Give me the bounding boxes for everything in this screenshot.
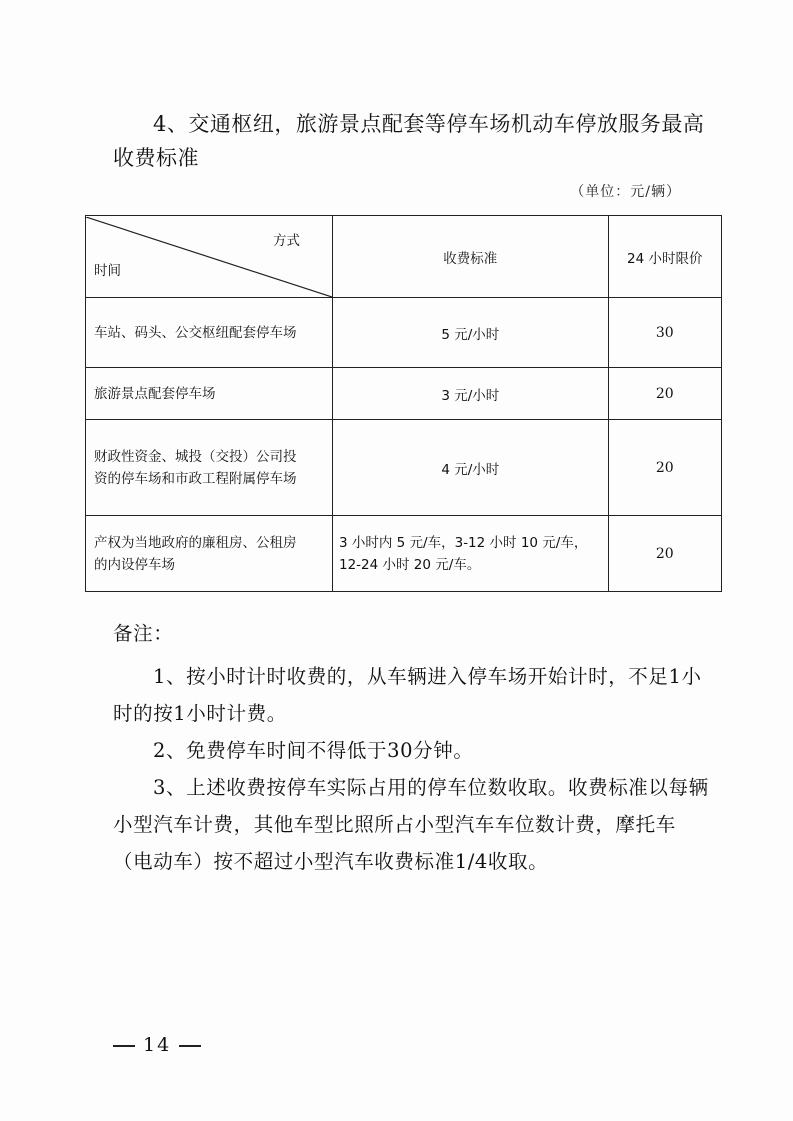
note-item-2: 2、免费停车时间不得低于30分钟。 bbox=[153, 739, 474, 762]
row-standard-line-2: 12-24 小时 20 元/车。 bbox=[339, 556, 481, 573]
note-item-3: 3、上述收费按停车实际占用的停车位数收取。收费标准以每辆小型汽车计费，其他车型比照所占小型汽车车位数计费，摩托车（电动车）按不超过小型汽车收费标准1/4收取。 bbox=[113, 776, 709, 873]
row-category bbox=[86, 516, 333, 592]
table-header-row bbox=[86, 216, 722, 298]
table-row bbox=[86, 368, 722, 420]
header-mode-label: 方式 bbox=[273, 232, 300, 249]
footer-dash-left bbox=[113, 1045, 135, 1047]
row-standard-line-1: 3 小时内 5 元/车，3-12 小时 10 元/车， bbox=[339, 534, 588, 551]
row-cap: 30 bbox=[608, 298, 721, 368]
notes-section bbox=[113, 615, 713, 880]
row-standard bbox=[333, 516, 609, 592]
diagonal-header-cell bbox=[86, 216, 333, 298]
table-row bbox=[86, 420, 722, 516]
row-category: 车站、码头、公交枢纽配套停车场 bbox=[86, 298, 333, 368]
header-standard: 收费标准 bbox=[333, 216, 609, 298]
header-time-label: 时间 bbox=[94, 262, 121, 279]
row-category-line-1: 财政性资金、城投（交投）公司投 bbox=[94, 448, 297, 465]
row-category bbox=[86, 420, 333, 516]
heading-line-2: 收费标准 bbox=[113, 146, 199, 170]
unit-note: （单位：元/辆） bbox=[570, 184, 681, 200]
row-category-line-2: 的内设停车场 bbox=[94, 556, 175, 573]
row-standard: 4 元/小时 bbox=[333, 420, 609, 516]
heading-line-1: 4、交通枢纽，旅游景点配套等停车场机动车停放服务最高 bbox=[153, 112, 705, 136]
table-row bbox=[86, 298, 722, 368]
row-category: 旅游景点配套停车场 bbox=[86, 368, 333, 420]
page-footer bbox=[113, 1034, 201, 1056]
row-standard: 3 元/小时 bbox=[333, 368, 609, 420]
header-cap: 24 小时限价 bbox=[608, 216, 721, 298]
note-item-1: 1、按小时计时收费的，从车辆进入停车场开始计时，不足1小时的按1小时计费。 bbox=[113, 665, 702, 725]
row-category-line-2: 资的停车场和市政工程附属停车场 bbox=[94, 470, 297, 487]
footer-dash-right bbox=[179, 1045, 201, 1047]
page-number: 14 bbox=[143, 1034, 172, 1056]
fee-table bbox=[85, 215, 722, 592]
row-standard: 5 元/小时 bbox=[333, 298, 609, 368]
row-cap: 20 bbox=[608, 420, 721, 516]
table-row bbox=[86, 516, 722, 592]
notes-title: 备注： bbox=[113, 622, 174, 645]
row-cap: 20 bbox=[608, 516, 721, 592]
section-heading bbox=[113, 107, 713, 175]
row-cap: 20 bbox=[608, 368, 721, 420]
row-category-line-1: 产权为当地政府的廉租房、公租房 bbox=[94, 534, 297, 551]
